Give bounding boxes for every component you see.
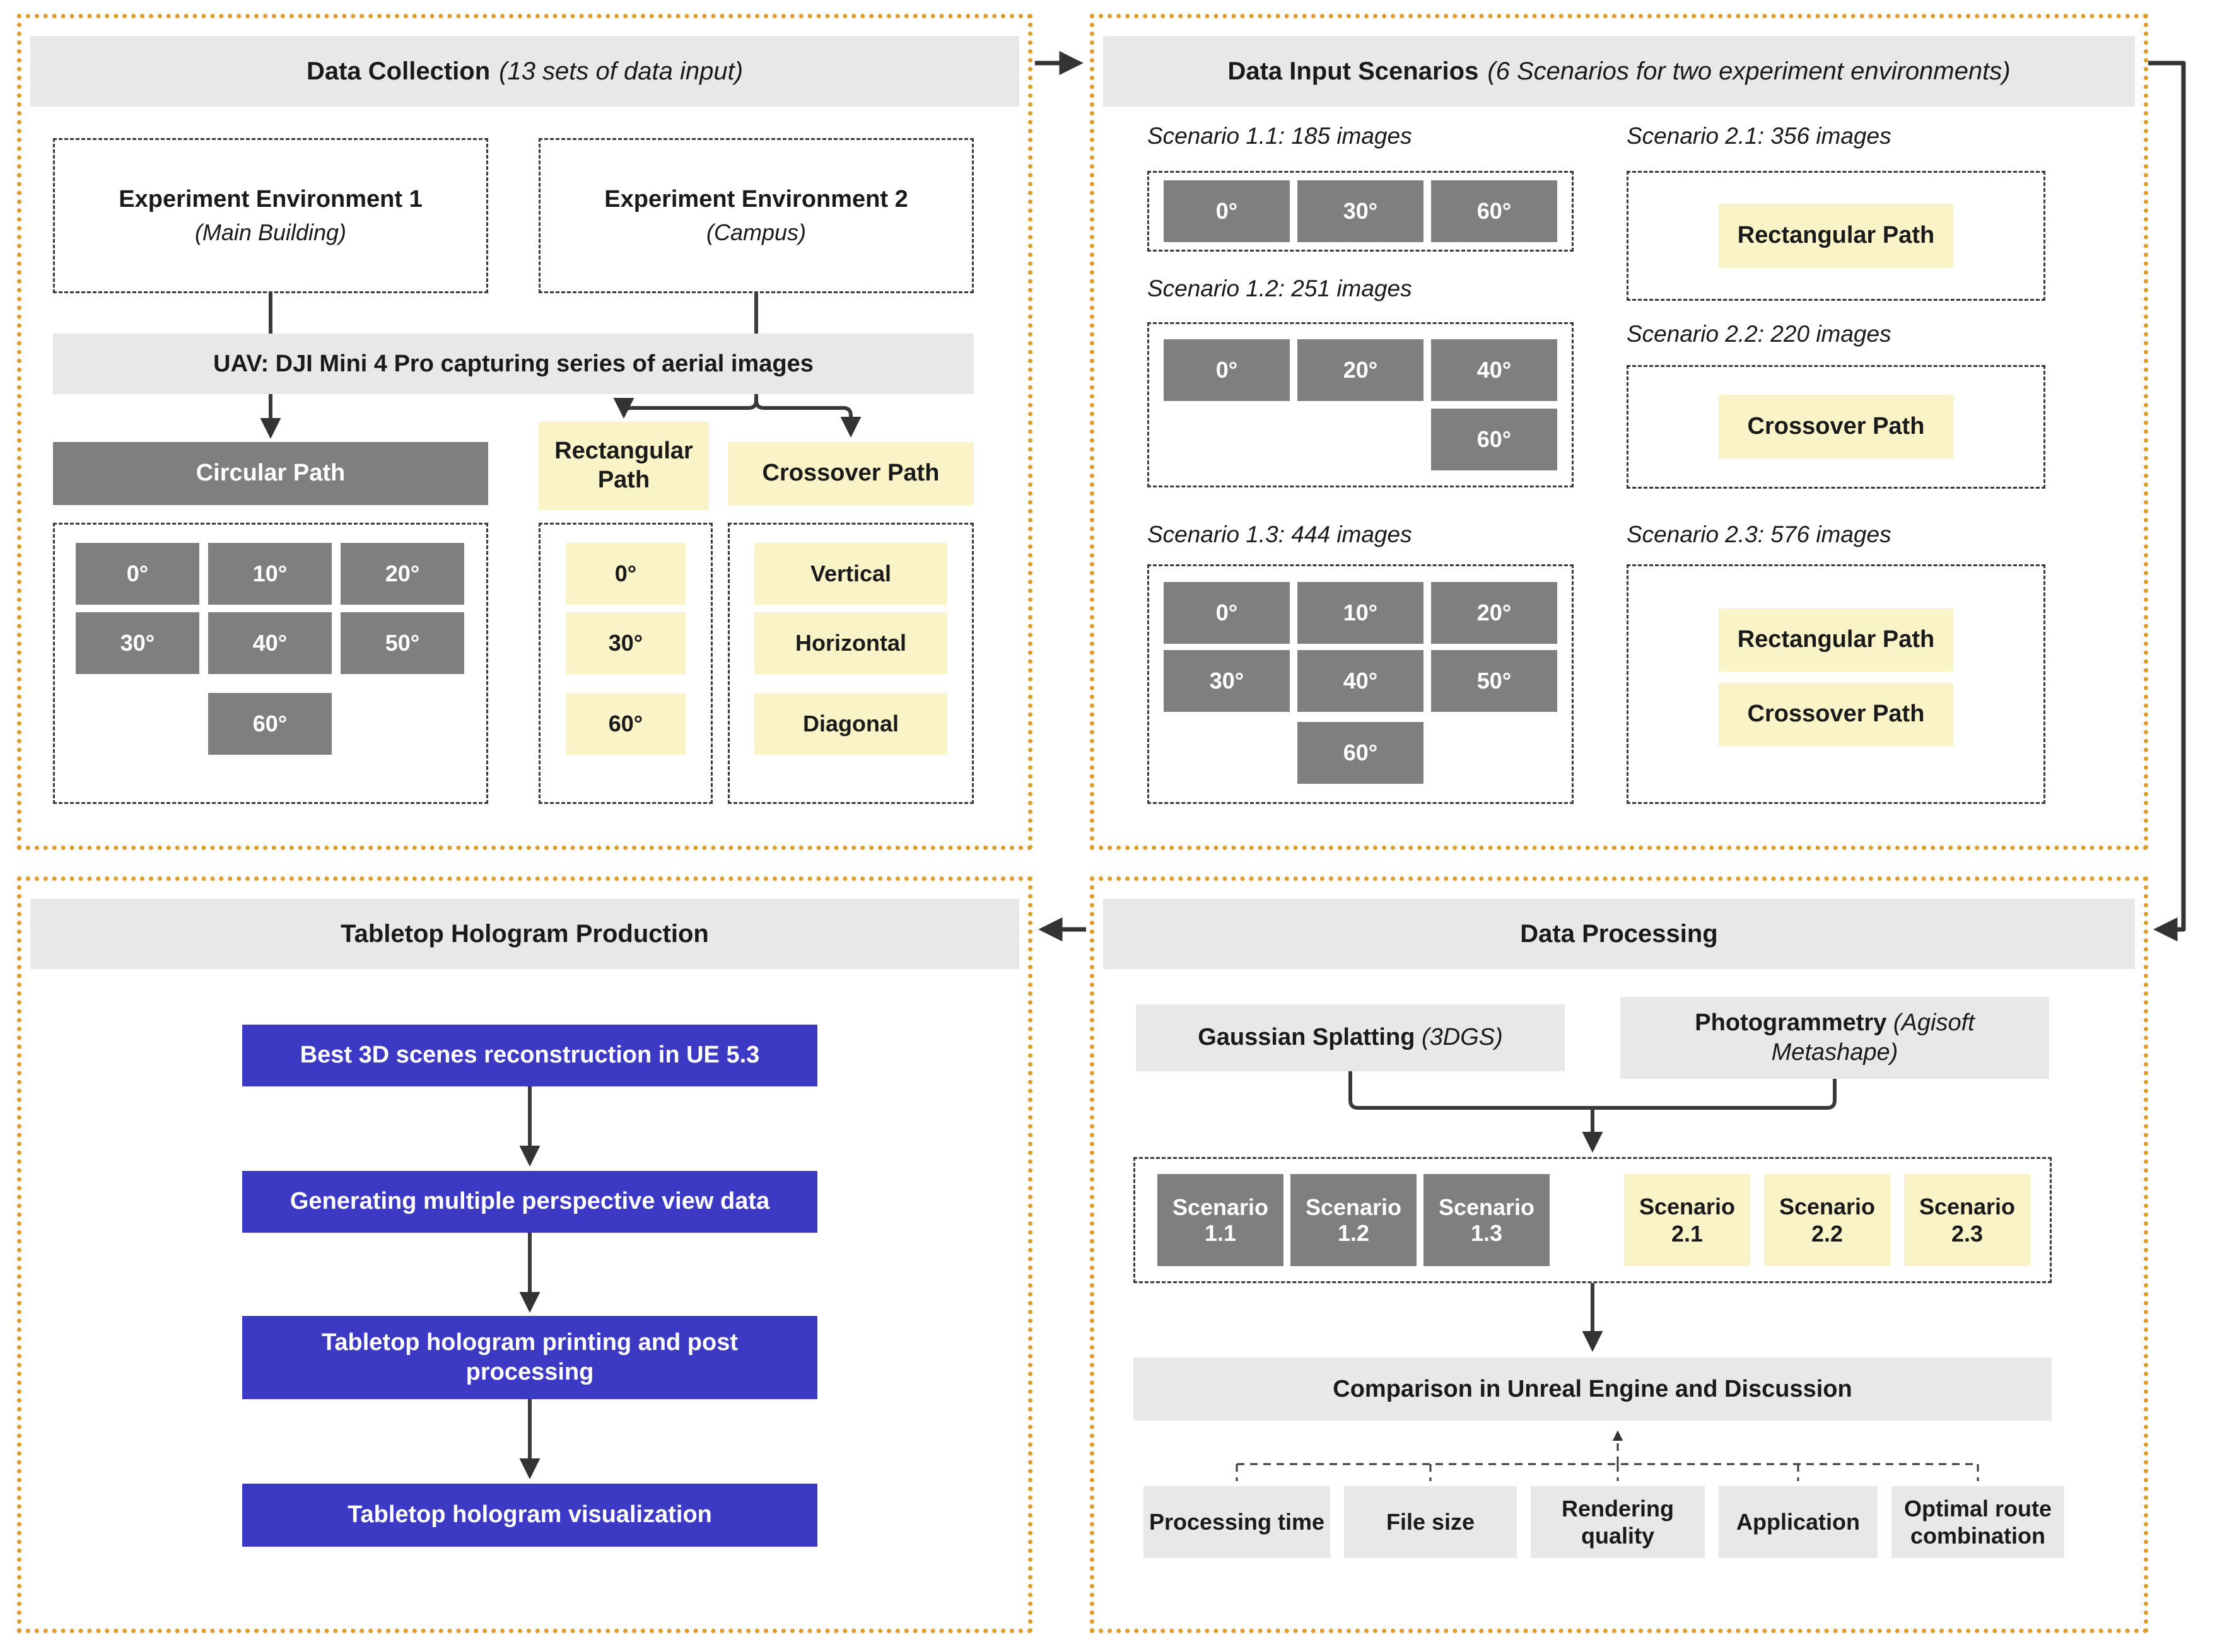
gaussian-merge-line xyxy=(1350,1071,1593,1108)
metric-box: File size xyxy=(1344,1486,1517,1558)
scenario-1-1-label: Scenario 1.1: 185 images xyxy=(1147,123,1412,149)
hologram-step: Best 3D scenes reconstruction in UE 5.3 xyxy=(242,1025,817,1086)
method-name: Photogrammetry xyxy=(1695,1009,1887,1036)
panel-title: Data Input Scenarios xyxy=(1227,57,1479,85)
uav-to-rectangular-arrow-icon xyxy=(624,394,756,416)
angle-box: 0° xyxy=(76,543,199,605)
hologram-step: Tabletop hologram visualization xyxy=(242,1484,817,1547)
scenario-box: Scenario 2.2 xyxy=(1764,1174,1890,1266)
panel-title: Tabletop Hologram Production xyxy=(341,919,709,948)
angle-box: 10° xyxy=(208,543,332,605)
experiment-environment-1-box xyxy=(53,138,488,293)
panel-title: Data Collection xyxy=(306,57,491,85)
method-name: Gaussian Splatting xyxy=(1198,1024,1415,1051)
angle-box: 0° xyxy=(1164,582,1290,644)
photogrammetry-merge-line xyxy=(1593,1079,1835,1108)
crossover-path-box: Crossover Path xyxy=(728,442,974,505)
panel-data-processing xyxy=(1090,876,2148,1633)
angle-box: 60° xyxy=(566,693,686,755)
scenario-box: Scenario 1.2 xyxy=(1290,1174,1417,1266)
angle-box: 30° xyxy=(1164,650,1290,712)
angle-box: 60° xyxy=(1297,722,1423,784)
angle-box: 0° xyxy=(1164,180,1290,242)
angle-box: 40° xyxy=(1431,339,1557,401)
rectangular-path-box: Rectangular Path xyxy=(539,422,709,510)
scenario-1-2-label: Scenario 1.2: 251 images xyxy=(1147,276,1412,301)
angle-box: 60° xyxy=(1431,409,1557,470)
hologram-step: Generating multiple perspective view data xyxy=(242,1171,817,1233)
uav-capture-bar: UAV: DJI Mini 4 Pro capturing series of aerial images xyxy=(53,334,974,394)
env1-name: Experiment Environment 1 xyxy=(119,185,423,212)
scenario-2-1-label: Scenario 2.1: 356 images xyxy=(1627,123,1891,149)
scenario-2-3-label: Scenario 2.3: 576 images xyxy=(1627,521,1891,547)
scenario-1-3-label: Scenario 1.3: 444 images xyxy=(1147,521,1412,547)
path-box: Rectangular Path xyxy=(1719,204,1953,268)
panel-data-collection xyxy=(17,14,1032,850)
angle-box: 0° xyxy=(566,543,686,605)
data-processing-header xyxy=(1103,899,2135,969)
direction-box: Diagonal xyxy=(754,693,947,755)
path-box: Crossover Path xyxy=(1719,395,1953,459)
direction-box: Horizontal xyxy=(754,612,947,674)
metric-box: Rendering quality xyxy=(1531,1486,1705,1558)
env1-detail: (Main Building) xyxy=(194,219,347,245)
env2-name: Experiment Environment 2 xyxy=(604,185,908,212)
angle-box: 20° xyxy=(1297,339,1423,401)
angle-box: 10° xyxy=(1297,582,1423,644)
photogrammetry-box xyxy=(1620,997,2049,1079)
scenario-box: Scenario 2.3 xyxy=(1904,1174,2030,1266)
angle-box: 50° xyxy=(341,612,464,674)
arrow-scenarios-to-processing-icon xyxy=(2148,63,2183,929)
uav-to-crossover-arrow-icon xyxy=(756,394,851,434)
scenario-box: Scenario 1.1 xyxy=(1157,1174,1283,1266)
env2-detail: (Campus) xyxy=(706,219,807,245)
circular-path-box: Circular Path xyxy=(53,442,488,505)
metric-box: Application xyxy=(1719,1486,1878,1558)
angle-box: 20° xyxy=(1431,582,1557,644)
panel-data-input-scenarios xyxy=(1090,14,2148,850)
hologram-step: Tabletop hologram printing and post processing xyxy=(242,1316,817,1399)
metric-box: Processing time xyxy=(1143,1486,1330,1558)
angle-box: 60° xyxy=(208,693,332,755)
comparison-bar: Comparison in Unreal Engine and Discussion xyxy=(1133,1358,2052,1421)
experiment-environment-2-box xyxy=(539,138,974,293)
gaussian-splatting-box xyxy=(1136,1004,1565,1071)
angle-box: 0° xyxy=(1164,339,1290,401)
method-detail: (3DGS) xyxy=(1421,1024,1503,1051)
angle-box: 50° xyxy=(1431,650,1557,712)
scenario-box: Scenario 1.3 xyxy=(1423,1174,1550,1266)
panel-title: Data Processing xyxy=(1520,919,1718,948)
angle-box: 20° xyxy=(341,543,464,605)
angle-box: 40° xyxy=(208,612,332,674)
direction-box: Vertical xyxy=(754,543,947,605)
data-input-header xyxy=(1103,36,2135,107)
angle-box: 30° xyxy=(76,612,199,674)
hologram-header xyxy=(30,899,1019,969)
angle-box: 30° xyxy=(566,612,686,674)
angle-box: 40° xyxy=(1297,650,1423,712)
panel-subtitle: (13 sets of data input) xyxy=(499,57,744,85)
scenario-2-2-label: Scenario 2.2: 220 images xyxy=(1627,321,1891,347)
metric-box: Optimal route combination xyxy=(1891,1486,2064,1558)
panel-hologram-production xyxy=(17,876,1032,1633)
angle-box: 30° xyxy=(1297,180,1423,242)
angle-box: 60° xyxy=(1431,180,1557,242)
path-box: Crossover Path xyxy=(1719,683,1953,746)
method-detail: (Agisoft Metashape) xyxy=(1771,1009,1975,1066)
scenario-box: Scenario 2.1 xyxy=(1624,1174,1750,1266)
panel-subtitle: (6 Scenarios for two experiment environments) xyxy=(1487,57,2011,85)
path-box: Rectangular Path xyxy=(1719,608,1953,672)
data-collection-header xyxy=(30,36,1019,107)
